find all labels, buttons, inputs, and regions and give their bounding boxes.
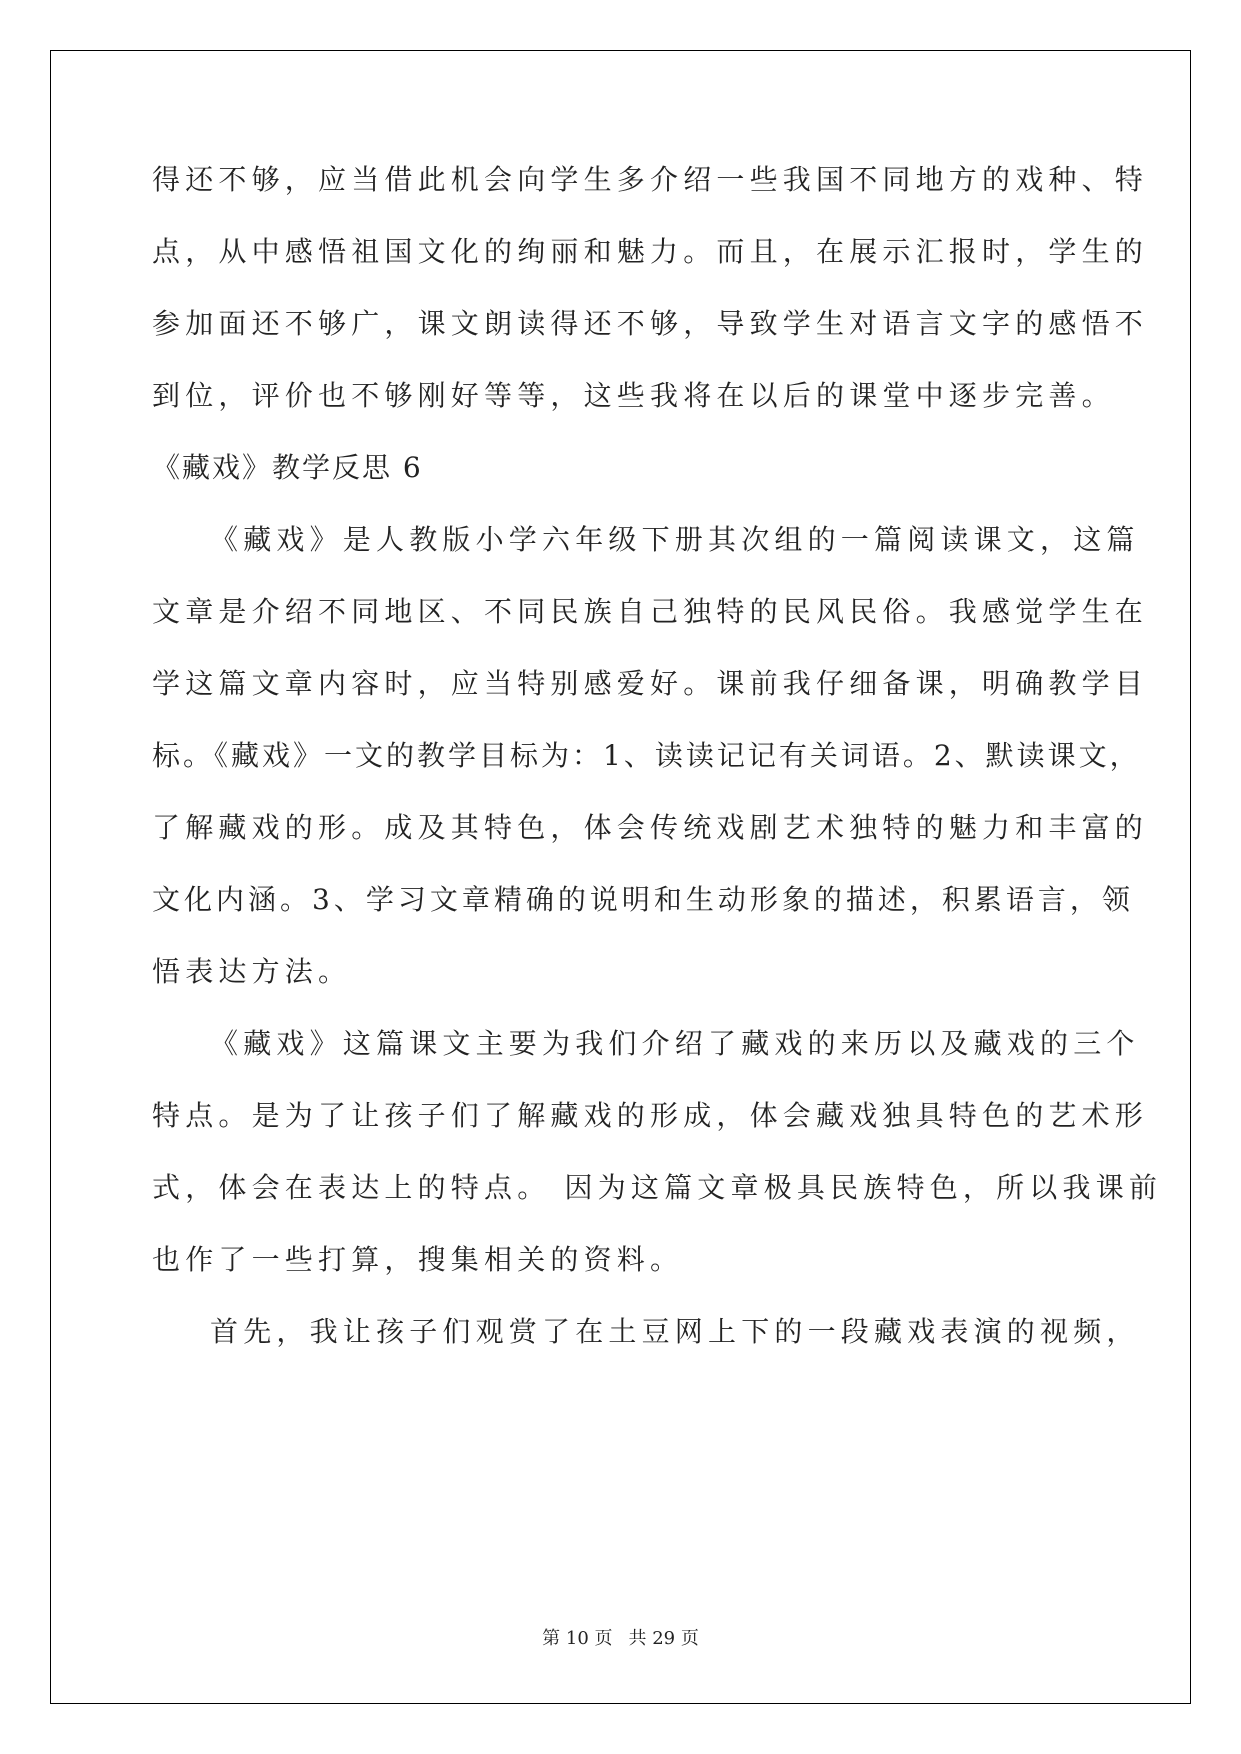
text-line: 了解藏戏的形。成及其特色，体会传统戏剧艺术独特的魅力和丰富的: [152, 811, 1149, 844]
text-line: 得还不够，应当借此机会向学生多介绍一些我国不同地方的戏种、特: [152, 163, 1149, 196]
text-line: 首先，我让孩子们观赏了在土豆网上下的一段藏戏表演的视频，: [210, 1315, 1140, 1348]
text-line: 标。《藏戏》一文的教学目标为：1、读读记记有关词语。2、默读课文，: [152, 739, 1141, 772]
text-line: 到位，评价也不够刚好等等，这些我将在以后的课堂中逐步完善。: [152, 379, 1115, 412]
section-heading: 《藏戏》教学反思 6: [152, 451, 423, 484]
page-border: [50, 50, 1191, 1704]
text-line: 悟表达方法。: [152, 955, 352, 988]
text-line: 式，体会在表达上的特点。 因为这篇文章极具民族特色，所以我课前: [152, 1171, 1163, 1204]
page-total: 共 29 页: [628, 1628, 699, 1649]
text-line: 也作了一些打算，搜集相关的资料。: [152, 1243, 684, 1276]
text-line: 文化内涵。3、学习文章精确的说明和生动形象的描述，积累语言，领: [152, 883, 1134, 916]
text-line: 《藏戏》这篇课文主要为我们介绍了藏戏的来历以及藏戏的三个: [210, 1027, 1140, 1060]
text-line: 文章是介绍不同地区、不同民族自己独特的民风民俗。我感觉学生在: [152, 595, 1149, 628]
text-line: 参加面还不够广，课文朗读得还不够，导致学生对语言文字的感悟不: [152, 307, 1149, 340]
page-number: 第 10 页: [542, 1628, 613, 1649]
page-footer: [0, 1628, 1241, 1650]
text-line: 学这篇文章内容时，应当特别感爱好。课前我仔细备课，明确教学目: [152, 667, 1149, 700]
text-line: 点，从中感悟祖国文化的绚丽和魅力。而且，在展示汇报时，学生的: [152, 235, 1149, 268]
text-line: 《藏戏》是人教版小学六年级下册其次组的一篇阅读课文，这篇: [210, 523, 1140, 556]
text-line: 特点。是为了让孩子们了解藏戏的形成，体会藏戏独具特色的艺术形: [152, 1099, 1149, 1132]
